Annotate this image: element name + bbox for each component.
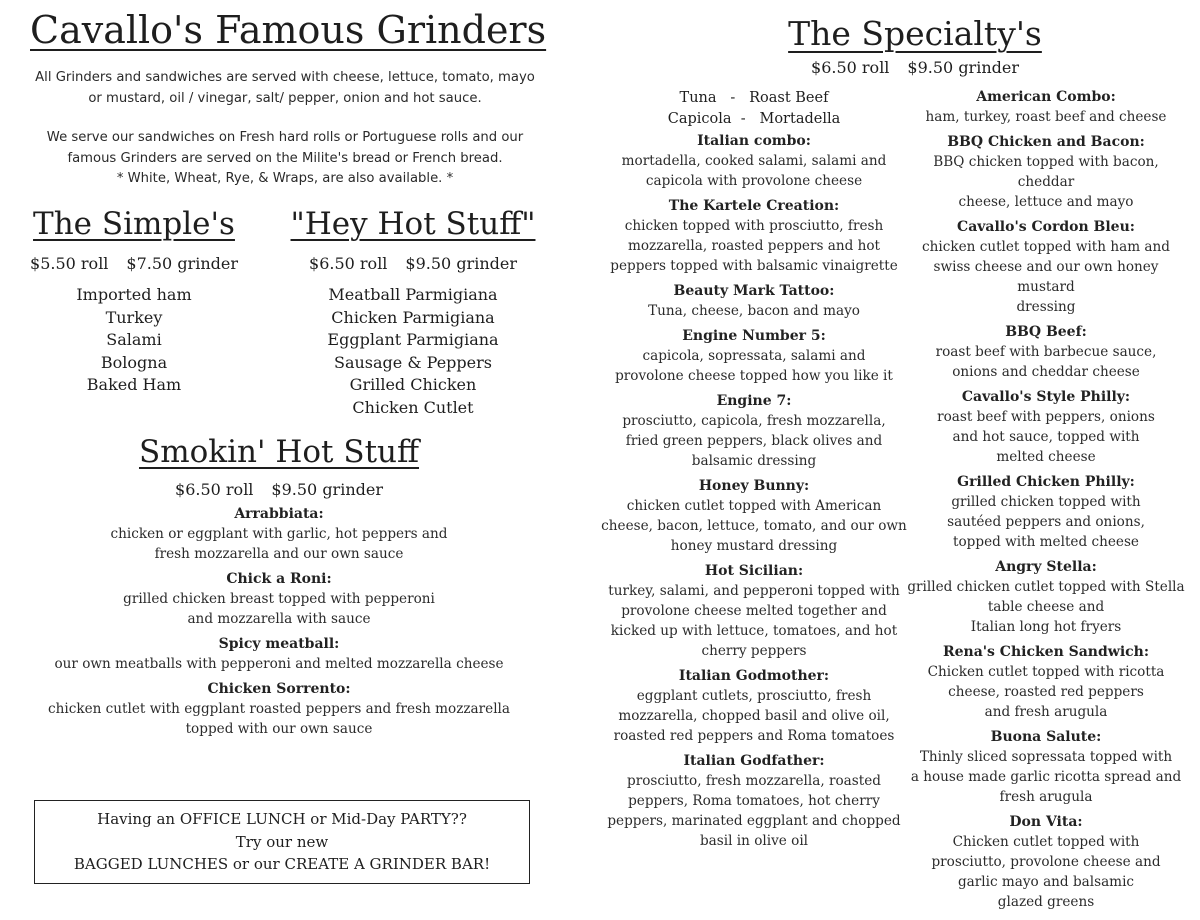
intro-line: or mustard, oil / vinegar, salt/ pepper, onion and hot sauce. [88,90,482,106]
list-item: Chicken Cutlet [352,397,474,417]
item-desc: capicola with provolone cheese [645,173,863,189]
item-desc: peppers topped with balsamic vinaigrette [610,258,898,274]
intro-text [20,68,550,190]
item-desc: peppers, Roma tomatoes, hot cherry [628,793,880,809]
simples-prices [14,254,254,273]
list-item: Imported ham [76,285,192,304]
pair-row [600,109,908,130]
menu-item [904,558,1188,637]
item-desc: glazed greens [997,894,1095,910]
menu-item [14,505,544,564]
menu-item [600,477,908,556]
hot-stuff-list [278,284,548,419]
item-desc: turkey, salami, and pepperoni topped with [608,583,900,599]
item-desc: sautéed peppers and onions, [947,514,1145,530]
pair-row [600,88,908,109]
promo-line: Having an OFFICE LUNCH or Mid-Day PARTY?? [97,810,467,828]
menu-item [904,133,1188,212]
item-desc: fresh arugula [999,789,1093,805]
pair-separator: - [730,90,736,106]
price-roll: $6.50 roll [175,480,254,499]
menu-item [14,635,544,674]
menu-item [600,752,908,851]
item-desc: honey mustard dressing [670,538,838,554]
item-name: Italian Godmother: [678,668,830,684]
item-name: American Combo: [976,89,1116,105]
smokin-prices [14,480,544,499]
specialty-column-1 [600,88,908,857]
hot-stuff-title: "Hey Hot Stuff" [290,206,536,242]
item-desc: cherry peppers [701,643,807,659]
intro-line: All Grinders and sandwiches are served with cheese, lettuce, tomato, mayo [35,70,535,85]
item-name: Hot Sicilian: [704,563,804,579]
item-desc: cheese, roasted red peppers [948,684,1144,700]
hot-stuff-section [278,206,548,419]
list-item: Eggplant Parmigiana [327,330,499,349]
menu-item [600,197,908,276]
menu-title: Cavallo's Famous Grinders [30,8,547,52]
item-desc: melted cheese [996,449,1096,465]
item-desc: and mozzarella with sauce [187,611,371,627]
list-item: Turkey [105,307,163,327]
price-grinder: $9.50 grinder [405,254,517,273]
item-desc: peppers, marinated eggplant and chopped [607,813,901,829]
item-name: BBQ Chicken and Bacon: [947,134,1145,150]
item-desc: prosciutto, provolone cheese and [931,854,1161,870]
item-desc: and hot sauce, topped with [952,429,1140,445]
item-desc: Tuna, cheese, bacon and mayo [648,303,860,319]
item-name: Italian combo: [697,133,811,149]
menu-item [904,643,1188,722]
item-name: BBQ Beef: [1005,324,1087,340]
item-name: Chicken Sorrento: [207,681,351,697]
item-desc: mozzarella, roasted peppers and hot [627,238,881,254]
item-desc: provolone cheese melted together and [621,603,887,619]
item-name: Chick a Roni: [226,571,332,587]
item-desc: fresh mozzarella and our own sauce [154,546,404,562]
item-desc: onions and cheddar cheese [952,364,1140,380]
menu-item [600,327,908,386]
list-item: Salami [106,330,162,349]
menu-item [904,388,1188,467]
simples-list [14,284,254,397]
menu-item [904,218,1188,317]
item-desc: mortadella, cooked salami, salami and [621,153,887,169]
item-desc: and fresh arugula [984,704,1108,720]
item-desc: roast beef with barbecue sauce, [935,344,1157,360]
item-desc: BBQ chicken topped with bacon, cheddar [933,154,1159,190]
item-desc: topped with our own sauce [185,721,373,737]
price-grinder: $9.50 grinder [907,58,1019,77]
price-roll: $5.50 roll [30,254,109,273]
item-desc: chicken or eggplant with garlic, hot peppers and [110,526,448,542]
price-roll: $6.50 roll [309,254,388,273]
menu-item [904,473,1188,552]
item-desc: Italian long hot fryers [970,619,1122,635]
list-item: Meatball Parmigiana [328,285,498,304]
price-roll: $6.50 roll [811,58,890,77]
menu-item [600,562,908,661]
item-name: Arrabbiata: [234,506,324,522]
item-desc: garlic mayo and balsamic [957,874,1135,890]
item-desc: Thinly sliced sopressata topped with [919,749,1173,765]
specialty-prices [740,58,1090,77]
price-grinder: $9.50 grinder [271,480,383,499]
simples-section [14,206,254,397]
item-desc: provolone cheese topped how you like it [615,368,893,384]
pair-item: Roast Beef [749,90,829,106]
item-desc: Chicken cutlet topped with [952,834,1140,850]
menu-item [600,282,908,321]
pair-separator: - [740,111,746,127]
item-name: Don Vita: [1009,814,1083,830]
specialty-title: The Specialty's [788,14,1042,53]
item-desc: Chicken cutlet topped with ricotta [927,664,1165,680]
promo-line: Try our new [235,832,329,851]
menu-item [600,132,908,191]
menu-item [600,667,908,746]
menu-item [904,323,1188,382]
item-desc: grilled chicken topped with [951,494,1141,510]
item-name: Engine Number 5: [682,328,826,344]
item-name: Cavallo's Style Philly: [961,389,1131,405]
item-desc: ham, turkey, roast beef and cheese [925,109,1167,125]
item-desc: chicken cutlet topped with ham and [922,239,1170,255]
pair-item: Mortadella [759,111,841,127]
pair-item: Capicola [667,111,732,127]
item-desc: table cheese and [987,599,1105,615]
item-desc: dressing [1016,299,1076,315]
item-name: Grilled Chicken Philly: [957,474,1135,490]
simples-title: The Simple's [33,206,235,242]
item-name: Beauty Mark Tattoo: [673,283,835,299]
item-desc: our own meatballs with pepperoni and melted mozzarella cheese [54,656,504,672]
item-desc: eggplant cutlets, prosciutto, fresh [636,688,872,704]
item-desc: prosciutto, capicola, fresh mozzarella, [622,413,886,429]
item-desc: chicken cutlet with eggplant roasted peppers and fresh mozzarella [48,701,510,717]
item-desc: chicken topped with prosciutto, fresh [624,218,884,234]
price-grinder: $7.50 grinder [126,254,238,273]
smokin-title: Smokin' Hot Stuff [138,434,420,470]
item-name: Honey Bunny: [698,478,810,494]
menu-item [904,813,1188,912]
item-name: Spicy meatball: [218,636,340,652]
item-desc: kicked up with lettuce, tomatoes, and hot [610,623,898,639]
list-item: Bologna [100,352,168,372]
item-desc: cheese, bacon, lettuce, tomato, and our own [601,518,907,534]
list-item: Chicken Parmigiana [331,307,495,327]
intro-line: We serve our sandwiches on Fresh hard rolls or Portuguese rolls and our [46,130,524,145]
item-desc: mozzarella, chopped basil and olive oil, [618,708,890,724]
item-desc: basil in olive oil [699,833,809,849]
smokin-section [14,434,544,745]
item-desc: grilled chicken cutlet topped with Stella [907,579,1185,595]
item-desc: capicola, sopressata, salami and [642,348,866,364]
menu-item [600,392,908,471]
item-desc: a house made garlic ricotta spread and [910,769,1182,785]
specialty-column-2 [904,88,1188,918]
item-name: Engine 7: [716,393,792,409]
menu-item [904,88,1188,127]
item-desc: roasted red peppers and Roma tomatoes [613,728,895,744]
promo-line: BAGGED LUNCHES or our CREATE A GRINDER BAR! [73,855,491,873]
menu-item [14,680,544,739]
item-desc: chicken cutlet topped with American [626,498,882,514]
item-name: Cavallo's Cordon Bleu: [957,219,1135,235]
item-name: Buona Salute: [990,729,1102,745]
item-desc: fried green peppers, black olives and [625,433,883,449]
menu-item [904,728,1188,807]
item-desc: balsamic dressing [691,453,817,469]
list-item: Baked Ham [86,375,182,394]
item-name: Rena's Chicken Sandwich: [942,644,1150,660]
item-name: Angry Stella: [995,559,1097,575]
item-desc: topped with melted cheese [953,534,1139,550]
pair-item: Tuna [679,90,717,106]
item-desc: swiss cheese and our own honey mustard [933,259,1159,295]
intro-line: * White, Wheat, Rye, & Wraps, are also available. * [116,171,454,186]
hot-stuff-prices [278,254,548,273]
list-item: Grilled Chicken [349,375,477,394]
item-desc: prosciutto, fresh mozzarella, roasted [627,773,881,789]
item-desc: grilled chicken breast topped with pepperoni [123,591,435,607]
item-desc: roast beef with peppers, onions [937,409,1155,425]
list-item: Sausage & Peppers [333,352,492,372]
item-name: The Kartele Creation: [668,198,840,214]
item-name: Italian Godfather: [683,753,825,769]
menu-item [14,570,544,629]
item-desc: cheese, lettuce and mayo [958,194,1134,210]
promo-box [34,800,530,884]
intro-line: famous Grinders are served on the Milite's bread or French bread. [67,150,503,166]
